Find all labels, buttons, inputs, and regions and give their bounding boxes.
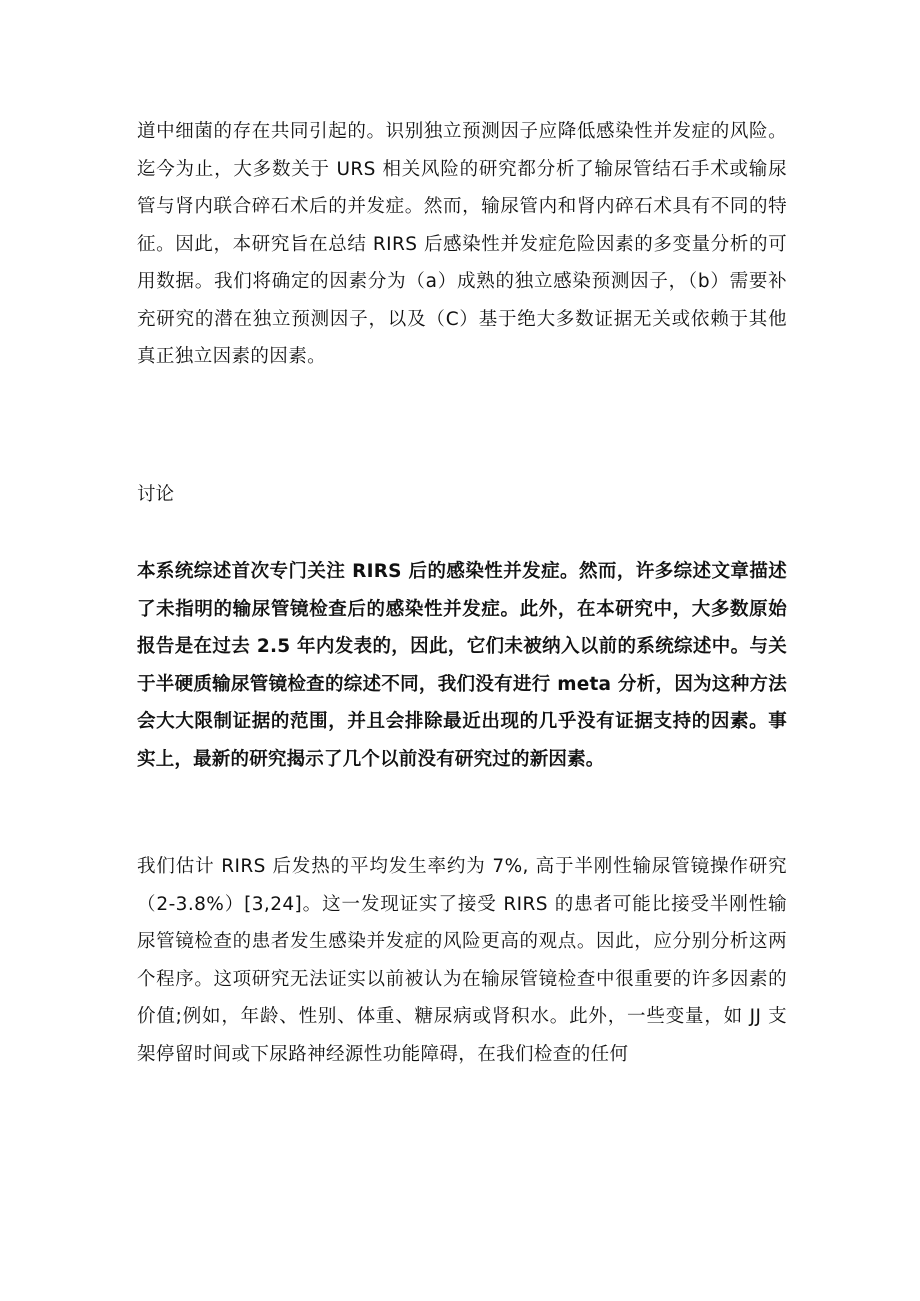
- section-heading-discussion: 讨论: [137, 484, 175, 505]
- body-paragraph-2-bold: 本系统综述首次专门关注 RIRS 后的感染性并发症。然而，许多综述文章描述了未指明的输尿管镜检查后的感染性并发症。此外，在本研究中，大多数原始报告是在过去 2.5 年内发表的，因此，它们未被纳入以前的系统综述中。与关于半硬质输尿管镜检查的综述不同，我们没有进行 meta 分析，因为这种方法会大大限制证据的范围，并且会排除最近出现的几乎没有证据支持的因素。事实上，最新的研究揭示了几个以前没有研究过的新因素。: [137, 561, 787, 770]
- body-paragraph-3: 我们估计 RIRS 后发热的平均发生率约为 7%, 高于半刚性输尿管镜操作研究（2-3.8%）[3,24]。这一发现证实了接受 RIRS 的患者可能比接受半刚性输尿管镜检查的患者发生感染并发症的风险更高的观点。因此，应分别分析这两个程序。这项研究无法证实以前被认为在输尿管镜检查中很重要的许多因素的价值;例如，年龄、性别、体重、糖尿病或肾积水。此外，一些变量，如 JJ 支架停留时间或下尿路神经源性功能障碍，在我们检查的任何: [137, 856, 787, 1065]
- body-paragraph-1: 道中细菌的存在共同引起的。识别独立预测因子应降低感染性并发症的风险。迄今为止，大多数关于 URS 相关风险的研究都分析了输尿管结石手术或输尿管与肾内联合碎石术后的并发症。然而，输尿管内和肾内碎石术具有不同的特征。因此，本研究旨在总结 RIRS 后感染性并发症危险因素的多变量分析的可用数据。我们将确定的因素分为（a）成熟的独立感染预测因子，（b）需要补充研究的潜在独立预测因子，以及（C）基于绝大多数证据无关或依赖于其他真正独立因素的因素。: [137, 121, 787, 367]
